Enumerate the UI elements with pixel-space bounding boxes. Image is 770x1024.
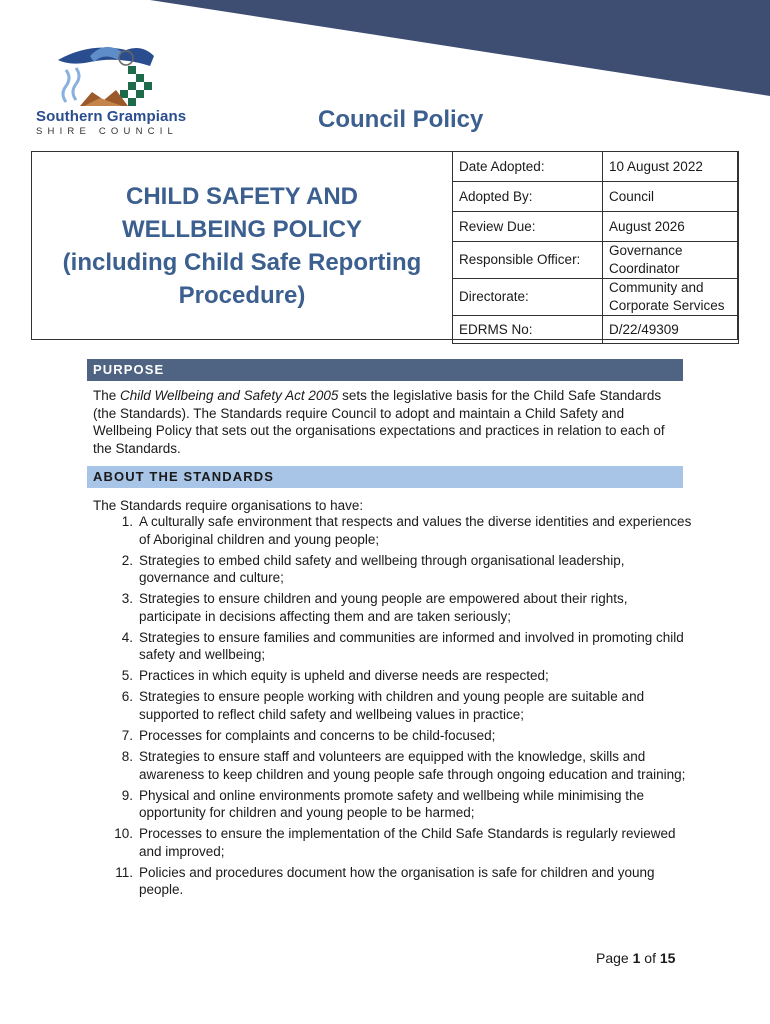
standards-intro: The Standards require organisations to have: (93, 498, 364, 513)
standards-heading: ABOUT THE STANDARDS (87, 466, 683, 488)
meta-row (453, 242, 739, 279)
standards-list (93, 513, 693, 903)
list-text: Processes for complaints and concerns to be child-focused; (139, 728, 496, 744)
page-word: Page (596, 950, 629, 966)
page-title: Council Policy (318, 106, 484, 133)
list-number: 8. (121, 749, 133, 765)
page-total: 15 (659, 950, 676, 966)
list-item (93, 590, 693, 625)
list-item (93, 552, 693, 587)
list-text: Strategies to ensure families and communities are informed and involved in promoting child safety and wellbeing; (139, 629, 684, 663)
meta-label: Responsible Officer: (453, 242, 603, 279)
list-number: 4. (121, 629, 133, 645)
meta-value: Community and Corporate Services (603, 279, 739, 316)
list-number: 3. (121, 591, 133, 607)
meta-value: Council (603, 182, 739, 212)
list-text: Strategies to ensure staff and volunteers are equipped with the knowledge, skills and awareness to keep children and young people safe through ongoing education and training; (139, 749, 686, 782)
meta-label: Directorate: (453, 279, 603, 316)
page-current: 1 (632, 950, 641, 966)
meta-row (453, 212, 739, 242)
list-item (93, 748, 693, 783)
act-name: Child Wellbeing and Safety Act 2005 (120, 388, 339, 403)
list-text: Strategies to ensure people working with children and young people are suitable and supported to reflect child safety and wellbeing values in practice; (139, 689, 645, 722)
list-item (93, 864, 693, 899)
logo-name: Southern Grampians (36, 108, 187, 125)
meta-row (453, 152, 739, 182)
page-number (596, 950, 675, 966)
list-text: Physical and online environments promote safety and wellbeing while minimising the opportunity for children and young people to be harmed; (139, 787, 645, 821)
list-text: A culturally safe environment that respects and values the diverse identities and experiences of Aboriginal children and young people; (139, 514, 692, 547)
list-item (93, 825, 693, 860)
list-item (93, 688, 693, 723)
list-text: Policies and procedures document how the organisation is safe for children and young people. (139, 864, 655, 898)
list-text: Strategies to ensure children and young people are empowered about their rights, participate in decisions affecting them and are taken seriously; (139, 591, 628, 624)
policy-title-line: WELLBEING POLICY (122, 215, 362, 243)
list-item (93, 787, 693, 822)
list-number: 9. (121, 787, 133, 803)
meta-label: Adopted By: (453, 182, 603, 212)
list-number: 2. (121, 552, 133, 568)
list-number: 1. (121, 514, 133, 529)
list-text: Strategies to embed child safety and wellbeing through organisational leadership, governance and culture; (139, 552, 625, 586)
purpose-heading: PURPOSE (87, 359, 683, 381)
meta-row (453, 182, 739, 212)
logo-subtitle: SHIRE COUNCIL (36, 126, 179, 137)
meta-label: EDRMS No: (453, 316, 603, 344)
meta-value: Governance Coordinator (603, 242, 739, 279)
policy-header-box (31, 151, 738, 340)
policy-meta-table (452, 151, 739, 344)
list-number: 6. (121, 689, 133, 705)
list-item (93, 629, 693, 664)
purpose-rest: sets the legislative basis for the Child Safe Standards (the Standards). The Standards require Council to adopt and maintain a Child Safety and Wellbeing Policy that sets out the organisations expectations and practices in relation to each of the Standards. (93, 388, 665, 456)
list-number: 11. (115, 864, 133, 880)
list-number: 10. (114, 826, 133, 842)
policy-title-line: (including Child Safe Reporting (62, 248, 422, 276)
meta-value: 10 August 2022 (603, 152, 739, 182)
meta-row (453, 316, 739, 344)
meta-value: August 2026 (603, 212, 739, 242)
meta-label: Review Due: (453, 212, 603, 242)
list-item (93, 727, 693, 745)
policy-title (32, 152, 452, 339)
list-number: 5. (121, 668, 133, 684)
purpose-paragraph (93, 387, 683, 457)
list-text: Processes to ensure the implementation of the Child Safe Standards is regularly reviewed and improved; (139, 826, 676, 859)
policy-title-line: CHILD SAFETY AND (125, 182, 358, 210)
purpose-lead: The (93, 388, 121, 403)
meta-label: Date Adopted: (453, 152, 603, 182)
meta-row (453, 279, 739, 316)
list-text: Practices in which equity is upheld and diverse needs are respected; (139, 668, 549, 684)
list-number: 7. (121, 728, 133, 744)
list-item (93, 667, 693, 685)
policy-title-line: Procedure) (178, 281, 306, 309)
list-item (93, 513, 693, 548)
of-word: of (644, 950, 656, 966)
meta-value: D/22/49309 (603, 316, 739, 344)
